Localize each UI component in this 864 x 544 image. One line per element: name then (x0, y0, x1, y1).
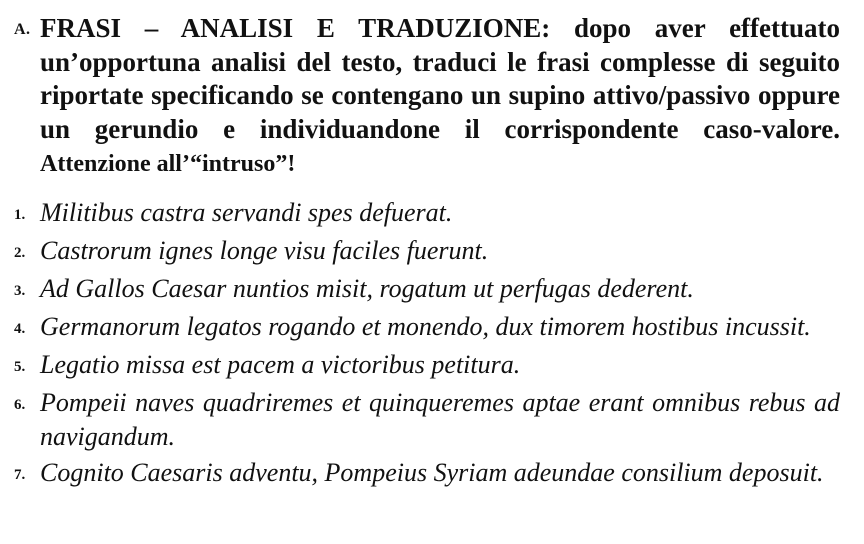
item-number: 5. (14, 359, 26, 375)
latin-sentence: Pompeii naves quadriremes et quinqueremes aptae erant omnibus rebus ad navigandum. (40, 388, 840, 451)
item-number: 3. (14, 283, 26, 299)
item-number: 1. (14, 207, 26, 223)
latin-sentence: Ad Gallos Caesar nuntios misit, rogatum ut perfugas dederent. (40, 274, 694, 303)
list-item (14, 272, 840, 308)
list-item (14, 310, 840, 346)
exercise-header (14, 12, 840, 182)
exercise-instructions: dopo aver effettuato un’opportuna analisi del testo, traduci le frasi complesse di seguito riportate specificando se contengano un supino attivo/passivo oppure un gerundio e individuandone il corrispondente caso-valore. (40, 13, 841, 144)
latin-sentence: Castrorum ignes longe visu faciles fuerunt. (40, 236, 489, 265)
latin-sentence: Cognito Caesaris adventu, Pompeius Syriam adeundae consilium deposuit. (40, 458, 824, 487)
list-item (14, 234, 840, 270)
sentence-list (14, 196, 840, 494)
list-item (14, 456, 840, 492)
list-item (14, 196, 840, 232)
latin-sentence: Germanorum legatos rogando et monendo, dux timorem hostibus incussit. (40, 312, 811, 341)
item-number: 6. (14, 397, 26, 413)
latin-sentence: Militibus castra servandi spes defuerat. (40, 198, 453, 227)
exercise-title: FRASI – ANALISI E TRADUZIONE: (40, 13, 551, 43)
exercise-instructions-block (40, 12, 840, 182)
list-item (14, 386, 840, 454)
latin-sentence: Legatio missa est pacem a victoribus petitura. (40, 350, 521, 379)
item-number: 4. (14, 321, 26, 337)
exercise-marker: A. (14, 21, 31, 38)
item-number: 7. (14, 467, 26, 483)
exercise-note: Attenzione all’“intruso”! (40, 151, 296, 177)
item-number: 2. (14, 245, 26, 261)
list-item (14, 348, 840, 384)
